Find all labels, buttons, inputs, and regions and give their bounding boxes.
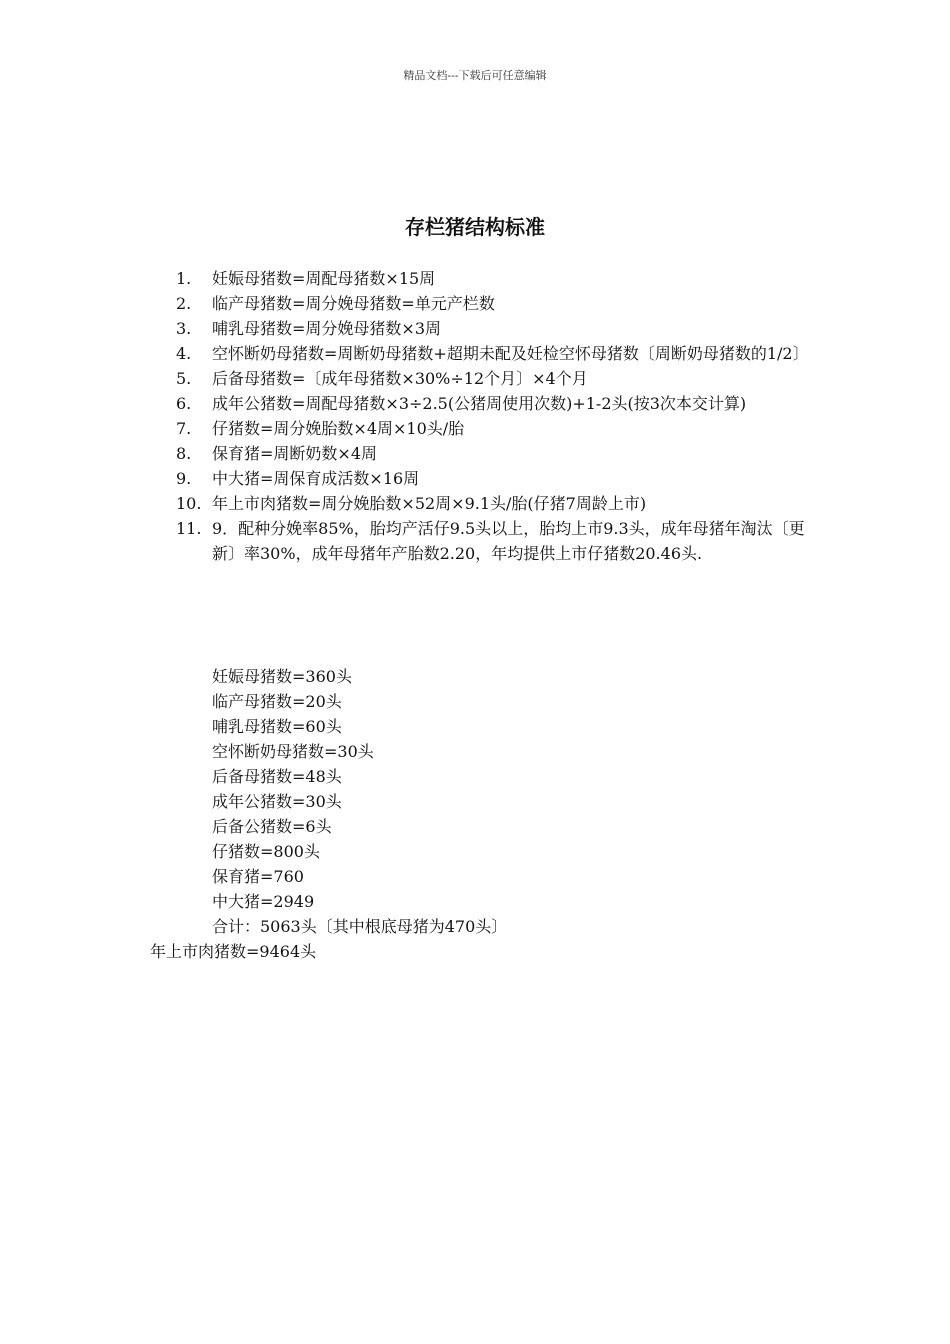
item-text: 哺乳母猪数=周分娩母猪数×3周 bbox=[212, 319, 441, 338]
result-line: 后备母猪数=48头 bbox=[212, 767, 342, 786]
result-line: 妊娠母猪数=360头 bbox=[212, 667, 352, 686]
item-number: 11. bbox=[176, 519, 202, 538]
list-item bbox=[176, 341, 816, 366]
result-line: 临产母猪数=20头 bbox=[212, 692, 342, 711]
item-number: 10. bbox=[176, 494, 202, 513]
item-text: 妊娠母猪数=周配母猪数×15周 bbox=[212, 269, 436, 288]
item-text: 9．配种分娩率85%，胎均产活仔9.5头以上，胎均上市9.3头，成年母猪年淘汰〔更新〕率30%，成年母猪年产胎数2.20，年均提供上市仔猪数20.46头. bbox=[212, 519, 805, 563]
result-total: 合计：5063头〔其中根底母猪为470头〕 bbox=[212, 917, 508, 936]
list-item bbox=[176, 366, 816, 391]
item-number: 9. bbox=[176, 469, 192, 488]
item-number: 3. bbox=[176, 319, 192, 338]
item-number: 7. bbox=[176, 419, 192, 438]
annual-market-pigs: 年上市肉猪数=9464头 bbox=[150, 942, 317, 961]
document-title: 存栏猪结构标准 bbox=[405, 215, 545, 239]
list-item bbox=[176, 516, 816, 566]
list-item bbox=[176, 466, 816, 491]
result-line: 保育猪=760 bbox=[212, 867, 304, 886]
list-item bbox=[176, 416, 816, 441]
item-text: 成年公猪数=周配母猪数×3÷2.5(公猪周使用次数)+1-2头(按3次本交计算) bbox=[212, 394, 747, 413]
list-item bbox=[176, 391, 816, 416]
item-number: 4. bbox=[176, 344, 192, 363]
item-number: 6. bbox=[176, 394, 192, 413]
list-item bbox=[176, 441, 816, 466]
list-item bbox=[176, 291, 816, 316]
list-item bbox=[176, 316, 816, 341]
item-number: 2. bbox=[176, 294, 192, 313]
item-text: 保育猪=周断奶数×4周 bbox=[212, 444, 377, 463]
result-line: 后备公猪数=6头 bbox=[212, 817, 332, 836]
item-text: 仔猪数=周分娩胎数×4周×10头/胎 bbox=[212, 419, 465, 438]
item-number: 8. bbox=[176, 444, 192, 463]
item-text: 年上市肉猪数=周分娩胎数×52周×9.1头/胎(仔猪7周龄上市) bbox=[212, 494, 647, 513]
item-number: 1. bbox=[176, 269, 192, 288]
page-header: 精品文档---下载后可任意编辑 bbox=[403, 69, 547, 82]
result-line: 成年公猪数=30头 bbox=[212, 792, 342, 811]
item-text: 临产母猪数=周分娩母猪数=单元产栏数 bbox=[212, 294, 495, 313]
list-item bbox=[176, 491, 816, 516]
result-line: 哺乳母猪数=60头 bbox=[212, 717, 342, 736]
result-line: 仔猪数=800头 bbox=[212, 842, 320, 861]
result-line: 中大猪=2949 bbox=[212, 892, 315, 911]
item-text: 中大猪=周保育成活数×16周 bbox=[212, 469, 420, 488]
formula-list bbox=[176, 266, 816, 566]
list-item bbox=[176, 266, 816, 291]
results-block bbox=[212, 664, 507, 939]
item-text: 空怀断奶母猪数=周断奶母猪数+超期未配及妊检空怀母猪数〔周断奶母猪数的1/2〕 bbox=[212, 344, 809, 363]
item-text: 后备母猪数=〔成年母猪数×30%÷12个月〕×4个月 bbox=[212, 369, 588, 388]
item-number: 5. bbox=[176, 369, 192, 388]
result-line: 空怀断奶母猪数=30头 bbox=[212, 742, 374, 761]
